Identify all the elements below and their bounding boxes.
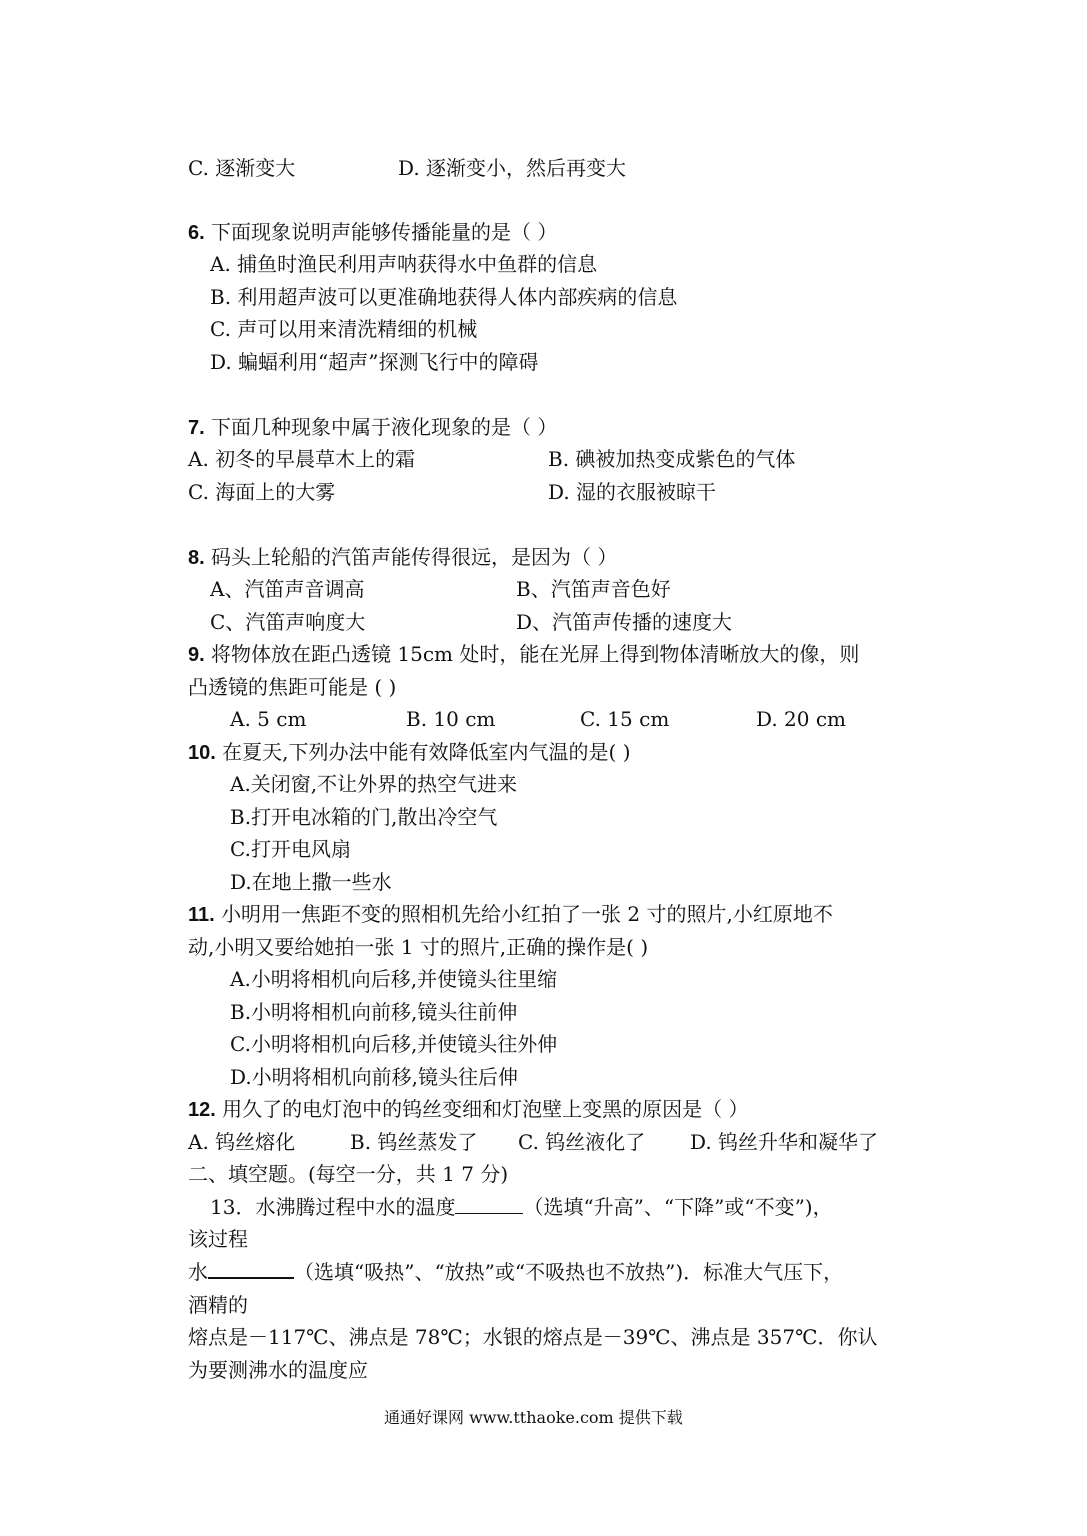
question-number: 8.: [188, 547, 205, 569]
q10-option-c: C.打开电风扇: [230, 837, 351, 861]
question-stem: 小明用一焦距不变的照相机先给小红拍了一张 2 寸的照片,小红原地不: [221, 902, 833, 926]
question-stem: 码头上轮船的汽笛声能传得很远，是因为（ ）: [211, 545, 618, 569]
q11-option-b: B.小明将相机向前移,镜头往前伸: [230, 1000, 518, 1024]
question-text: 水: [188, 1260, 208, 1284]
q12-option-c: C. 钨丝液化了: [518, 1130, 646, 1154]
q5-option-c: C. 逐渐变大: [188, 156, 296, 180]
q7-option-b: B. 碘被加热变成紫色的气体: [548, 447, 796, 471]
section-heading-fill-in: 二、填空题。(每空一分，共 1 7 分): [188, 1162, 509, 1186]
q11-option-d: D.小明将相机向前移,镜头往后伸: [230, 1065, 519, 1089]
question-stem-continued: （选填“升高”、“下降”或“不变”)，: [523, 1195, 833, 1219]
q8-option-c: C、汽笛声响度大: [210, 610, 366, 634]
q6-option-d: D. 蝙蝠利用“超声”探测飞行中的障碍: [210, 350, 539, 374]
q10-option-b: B.打开电冰箱的门,散出冷空气: [230, 805, 498, 829]
q9-option-b: B. 10 cm: [406, 707, 496, 731]
question-stem: 13．水沸腾过程中水的温度: [210, 1195, 456, 1219]
q12-option-a: A. 钨丝熔化: [188, 1130, 296, 1154]
question-11: [188, 901, 833, 928]
question-stem: 下面几种现象中属于液化现象的是（ ）: [211, 415, 558, 439]
q12-option-d: D. 钨丝升华和凝华了: [690, 1130, 879, 1154]
question-9-stem-continued: 凸透镜的焦距可能是 ( ): [188, 675, 397, 699]
q7-option-c: C. 海面上的大雾: [188, 480, 336, 504]
question-6: [188, 219, 557, 246]
question-7: [188, 414, 557, 441]
q6-option-a: A. 捕鱼时渔民利用声呐获得水中鱼群的信息: [210, 252, 598, 276]
question-number: 11.: [188, 904, 215, 926]
q8-option-a: A、汽笛声音调高: [210, 577, 365, 601]
page-footer: 通通好课网 www.tthaoke.com 提供下载: [384, 1408, 683, 1427]
question-13-line-6: 为要测沸水的温度应: [188, 1358, 368, 1382]
question-13-line-3: [188, 1259, 843, 1285]
question-13-line-5: 熔点是－117℃、沸点是 78℃；水银的熔点是－39℃、沸点是 357℃．你认: [188, 1325, 878, 1349]
question-10: [188, 739, 631, 766]
question-number: 10.: [188, 742, 216, 764]
question-12: [188, 1096, 749, 1123]
q10-option-a: A.关闭窗,不让外界的热空气进来: [230, 772, 518, 796]
q7-option-d: D. 湿的衣服被晾干: [548, 480, 717, 504]
question-number: 6.: [188, 222, 205, 244]
q9-option-c: C. 15 cm: [580, 707, 670, 731]
answer-blank[interactable]: [208, 1259, 294, 1279]
question-13-line-2: 该过程: [188, 1227, 248, 1251]
q9-option-a: A. 5 cm: [230, 707, 307, 731]
question-13: [210, 1194, 833, 1220]
q11-option-a: A.小明将相机向后移,并使镜头往里缩: [230, 967, 558, 991]
question-number: 7.: [188, 417, 205, 439]
q11-option-c: C.小明将相机向后移,并使镜头往外伸: [230, 1032, 558, 1056]
question-13-line-4: 酒精的: [188, 1293, 248, 1317]
question-stem: 在夏天,下列办法中能有效降低室内气温的是( ): [222, 740, 631, 764]
q8-option-b: B、汽笛声音色好: [516, 577, 671, 601]
question-9: [188, 641, 859, 668]
q6-option-b: B. 利用超声波可以更准确地获得人体内部疾病的信息: [210, 285, 678, 309]
q9-option-d: D. 20 cm: [756, 707, 847, 731]
question-number: 12.: [188, 1099, 216, 1121]
question-11-stem-continued: 动,小明又要给她拍一张 1 寸的照片,正确的操作是( ): [188, 935, 649, 959]
question-stem: 将物体放在距凸透镜 15cm 处时，能在光屏上得到物体清晰放大的像，则: [211, 642, 860, 666]
q6-option-c: C. 声可以用来清洗精细的机械: [210, 317, 478, 341]
q5-option-d: D. 逐渐变小，然后再变大: [398, 156, 627, 180]
question-stem: 下面现象说明声能够传播能量的是（ ）: [211, 220, 558, 244]
q12-option-b: B. 钨丝蒸发了: [350, 1130, 478, 1154]
q7-option-a: A. 初冬的早晨草木上的霜: [188, 447, 416, 471]
question-8: [188, 544, 617, 571]
q8-option-d: D、汽笛声传播的速度大: [516, 610, 733, 634]
question-number: 9.: [188, 644, 205, 666]
answer-blank[interactable]: [455, 1195, 523, 1214]
question-text: （选填“吸热”、“放热”或“不吸热也不放热”)．标准大气压下，: [294, 1260, 844, 1284]
q10-option-d: D.在地上撒一些水: [230, 870, 392, 894]
question-stem: 用久了的电灯泡中的钨丝变细和灯泡壁上变黑的原因是（ ）: [222, 1097, 749, 1121]
